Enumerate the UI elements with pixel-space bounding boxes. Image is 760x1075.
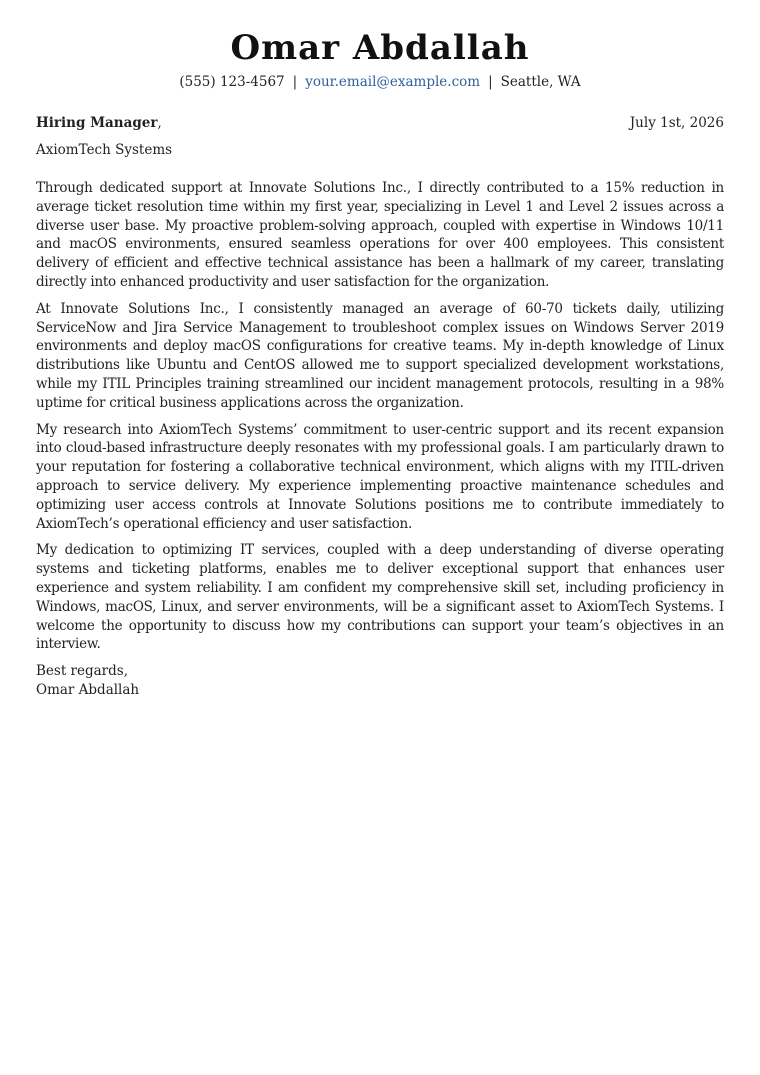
letter-body: [36, 179, 724, 654]
contact-line: [36, 72, 724, 92]
recipient-company: AxiomTech Systems: [36, 142, 173, 158]
body-paragraph: My research into AxiomTech Systems’ commitment to user-centric support and its recent expansion into cloud-based infrastructure deeply resonates with my professional goals. I am particularly drawn to your reputation for fostering a collaborative technical environment, which aligns with my ITIL-driven approach to service delivery. My experience implementing proactive maintenance schedules and optimizing user access controls at Innovate Solutions positions me to contribute immediately to AxiomTech’s operational efficiency and user satisfaction.: [36, 421, 724, 532]
contact-separator: |: [488, 74, 493, 90]
contact-separator: |: [292, 74, 298, 90]
salutation-comma: ,: [157, 115, 162, 131]
hiring-manager: Hiring Manager: [36, 115, 158, 131]
closing: [36, 662, 724, 700]
closing-salutation: Best regards,: [36, 663, 129, 680]
email-link[interactable]: your.email@example.com: [305, 74, 481, 90]
body-paragraph: At Innovate Solutions Inc., I consistently managed an average of 60-70 tickets daily, utilizing ServiceNow and Jira Service Management to troubleshoot complex issues on Windows Server 2019 environments and deploy macOS configurations for creative teams. My in-depth knowledge of Linux distributions like Ubuntu and CentOS allowed me to support specialized development workstations, while my ITIL Principles training streamlined our incident management protocols, resulting in a 98% uptime for critical business applications across the organization.: [36, 300, 724, 411]
phone-number: (555) 123-4567: [179, 74, 285, 90]
signature-name: Omar Abdallah: [36, 681, 140, 698]
recipient-salutation: [36, 114, 162, 132]
body-paragraph: My dedication to optimizing IT services, coupled with a deep understanding of diverse operating systems and ticketing platforms, enables me to deliver exceptional support that enhances user experience and system reliability. I am confident my comprehensive skill set, including proficiency in Windows, macOS, Linux, and server environments, will be a significant asset to AxiomTech Systems. I welcome the opportunity to discuss how my contributions can support your team’s objectives in an interview.: [36, 542, 724, 653]
location: Seattle, WA: [500, 74, 581, 90]
body-paragraph: Through dedicated support at Innovate Solutions Inc., I directly contributed to a 15% reduction in average ticket resolution time within my first year, specializing in Level 1 and Level 2 issues across a diverse user base. My proactive problem-solving approach, coupled with expertise in Windows 10/11 and macOS environments, ensured seamless operations for over 400 employees. This consistent delivery of efficient and effective technical assistance has been a hallmark of my career, translating directly into enhanced productivity and user satisfaction for the organization.: [36, 180, 724, 290]
recipient-row: [36, 114, 724, 132]
applicant-name: Omar Abdallah: [230, 28, 530, 68]
letter-date: July 1st, 2026: [629, 115, 724, 131]
